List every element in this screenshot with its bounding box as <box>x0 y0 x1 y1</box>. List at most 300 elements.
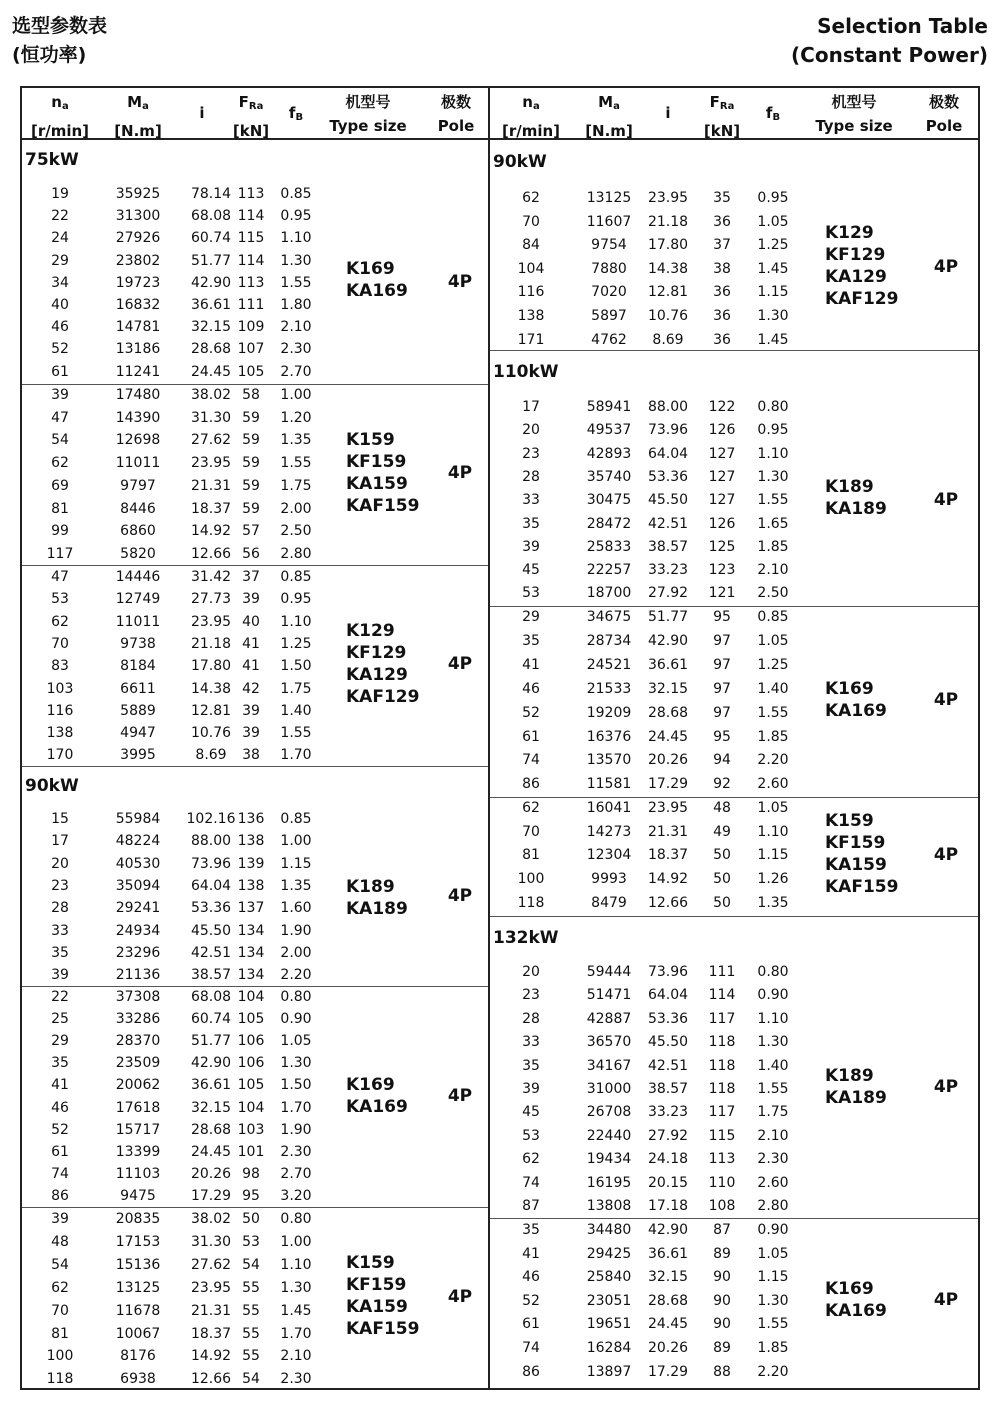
cell-ma: 16284 <box>586 1340 632 1356</box>
cell-i: 32.15 <box>190 319 232 336</box>
cell-ma: 40530 <box>115 855 161 872</box>
cell-fra: 95 <box>713 728 731 745</box>
cell-i: 38.57 <box>190 967 232 984</box>
header-type-size-unit: Type size <box>815 117 893 135</box>
cell-fra: 36 <box>713 331 731 348</box>
type-size-block <box>825 476 887 520</box>
type-size: KA159 <box>825 855 887 875</box>
cell-i: 53.36 <box>647 468 689 485</box>
header-type-size <box>798 88 910 140</box>
cell-ma: 28370 <box>115 1033 161 1050</box>
cell-ma: 58941 <box>586 399 632 415</box>
cell-ma: 16832 <box>115 297 161 313</box>
cell-na: 70 <box>522 213 540 230</box>
header-type-size-label: 机型号 <box>345 93 391 111</box>
cell-fb: 2.00 <box>280 944 312 961</box>
header-fb-symbol <box>289 104 303 122</box>
cell-fra: 121 <box>708 585 736 602</box>
cell-ma: 42893 <box>586 445 632 462</box>
cell-fra: 137 <box>237 900 265 917</box>
cell-fra: 117 <box>708 1010 736 1027</box>
cell-ma: 11011 <box>115 455 161 472</box>
cell-fra: 92 <box>713 776 731 793</box>
header-i <box>638 88 698 138</box>
cell-i: 21.31 <box>190 477 232 494</box>
pole-count: 4P <box>447 1086 473 1106</box>
cell-i: 14.92 <box>190 523 232 540</box>
cell-fb: 2.30 <box>757 1151 789 1168</box>
type-size-block <box>346 1074 408 1118</box>
cell-i: 17.29 <box>647 1363 689 1380</box>
cell-ma: 19209 <box>586 704 632 721</box>
cell-ma: 21136 <box>115 967 161 984</box>
header-fb-symbol <box>766 104 780 122</box>
header-fb-subscript: B <box>772 112 781 123</box>
type-size: KA129 <box>825 267 887 287</box>
cell-i: 51.77 <box>647 609 689 625</box>
cell-fra: 97 <box>713 704 731 721</box>
cell-i: 23.95 <box>647 190 689 206</box>
cell-fb: 1.00 <box>280 1233 312 1250</box>
cell-fra: 118 <box>708 1057 736 1074</box>
cell-fra: 106 <box>237 1055 265 1072</box>
cell-i: 17.80 <box>647 237 689 254</box>
cell-fb: 1.20 <box>280 409 312 426</box>
group-separator <box>490 916 978 917</box>
cell-na: 39 <box>51 387 69 403</box>
cell-fb: 0.95 <box>757 190 789 206</box>
cell-na: 24 <box>51 230 69 247</box>
cell-fra: 101 <box>237 1143 265 1160</box>
cell-i: 12.81 <box>190 702 232 719</box>
cell-i: 24.45 <box>647 728 689 745</box>
type-size: KF129 <box>346 643 407 663</box>
cell-fra: 103 <box>237 1121 265 1138</box>
cell-i: 68.08 <box>190 208 232 225</box>
cell-ma: 23802 <box>115 252 161 269</box>
cell-fra: 134 <box>237 922 265 939</box>
type-size: KA189 <box>825 499 887 519</box>
type-size: K189 <box>825 1066 874 1086</box>
cell-fb: 1.10 <box>757 445 789 462</box>
cell-i: 88.00 <box>647 399 689 415</box>
cell-ma: 49537 <box>586 422 632 439</box>
cell-na: 87 <box>522 1198 540 1214</box>
cell-ma: 12698 <box>115 432 161 449</box>
header-ma-label: M <box>598 93 614 111</box>
cell-na: 23 <box>51 877 69 894</box>
group-separator <box>22 766 488 767</box>
cell-fb: 0.95 <box>280 208 312 225</box>
cell-fra: 125 <box>708 538 736 555</box>
cell-fb: 2.30 <box>280 1371 312 1388</box>
column-header-row <box>490 88 978 140</box>
cell-fra: 90 <box>713 1269 731 1286</box>
cell-na: 48 <box>51 1233 69 1250</box>
cell-fra: 54 <box>242 1371 260 1388</box>
cell-fb: 2.70 <box>280 1165 312 1182</box>
cell-ma: 14446 <box>115 569 161 585</box>
type-size: KF159 <box>346 452 407 472</box>
cell-ma: 14390 <box>115 409 161 426</box>
cell-na: 52 <box>522 1292 540 1309</box>
cell-fb: 1.10 <box>757 1010 789 1027</box>
cell-na: 39 <box>522 1081 540 1097</box>
cell-i: 8.69 <box>195 747 227 764</box>
cell-fra: 55 <box>242 1302 260 1319</box>
cell-fra: 126 <box>708 515 736 532</box>
header-na <box>24 88 96 140</box>
cell-na: 86 <box>522 776 540 793</box>
cell-na: 33 <box>522 1034 540 1051</box>
cell-ma: 30475 <box>586 492 632 509</box>
cell-fb: 1.55 <box>757 1081 789 1097</box>
cell-na: 20 <box>522 422 540 439</box>
header-fb <box>274 88 318 138</box>
cell-ma: 34675 <box>586 609 632 625</box>
cell-fb: 1.85 <box>757 538 789 555</box>
cell-fra: 36 <box>713 284 731 301</box>
header-pole-label: 极数 <box>440 93 471 111</box>
cell-fb: 1.05 <box>757 213 789 230</box>
cell-ma: 13399 <box>115 1143 161 1160</box>
type-size-block <box>825 1278 887 1322</box>
cell-i: 42.90 <box>190 274 232 291</box>
cell-fb: 2.50 <box>280 523 312 540</box>
cell-fb: 1.90 <box>280 1121 312 1138</box>
cell-fra: 122 <box>708 399 736 415</box>
cell-fra: 114 <box>237 208 265 225</box>
cell-fra: 57 <box>242 523 260 540</box>
cell-fra: 39 <box>242 591 260 608</box>
cell-na: 74 <box>51 1165 69 1182</box>
cell-ma: 8184 <box>120 658 156 675</box>
header-type-size <box>322 88 414 140</box>
cell-fra: 59 <box>242 432 260 449</box>
cell-i: 24.45 <box>190 1143 232 1160</box>
cell-na: 17 <box>522 399 540 415</box>
type-size: KA169 <box>346 1097 408 1117</box>
cell-fra: 95 <box>242 1187 260 1204</box>
cell-fra: 109 <box>237 319 265 336</box>
cell-fra: 126 <box>708 422 736 439</box>
cell-i: 14.38 <box>647 260 689 277</box>
cell-na: 70 <box>522 823 540 840</box>
cell-fra: 55 <box>242 1279 260 1296</box>
cell-fb: 1.60 <box>280 900 312 917</box>
cell-i: 32.15 <box>647 1269 689 1286</box>
cell-ma: 51471 <box>586 987 632 1004</box>
cell-ma: 13808 <box>586 1198 632 1214</box>
cell-fra: 134 <box>237 967 265 984</box>
cell-ma: 11678 <box>115 1302 161 1319</box>
cell-ma: 9475 <box>120 1187 156 1204</box>
type-size: K169 <box>346 259 395 279</box>
cell-fb: 1.25 <box>757 237 789 254</box>
cell-fra: 95 <box>713 609 731 625</box>
header-pole <box>914 88 974 140</box>
header-pole-label: 极数 <box>928 93 959 111</box>
type-size: KF159 <box>346 1275 407 1295</box>
cell-fra: 50 <box>713 894 731 911</box>
cell-fb: 1.55 <box>280 725 312 742</box>
cell-i: 53.36 <box>647 1010 689 1027</box>
cell-i: 73.96 <box>647 964 689 980</box>
header-pole-unit: Pole <box>437 117 475 135</box>
cell-ma: 7880 <box>591 260 627 277</box>
cell-na: 74 <box>522 752 540 769</box>
cell-na: 61 <box>522 728 540 745</box>
cell-i: 31.42 <box>190 569 232 585</box>
header-pole-symbol <box>428 90 484 114</box>
cell-fb: 2.30 <box>280 1143 312 1160</box>
cell-na: 28 <box>51 900 69 917</box>
cell-na: 15 <box>51 811 69 827</box>
cell-ma: 31000 <box>586 1081 632 1097</box>
cell-fra: 50 <box>713 871 731 888</box>
cell-i: 42.51 <box>647 515 689 532</box>
cell-na: 28 <box>522 468 540 485</box>
cell-i: 42.51 <box>647 1057 689 1074</box>
cell-na: 22 <box>51 208 69 225</box>
cell-na: 35 <box>522 1057 540 1074</box>
cell-ma: 13125 <box>115 1279 161 1296</box>
cell-ma: 11241 <box>115 363 161 380</box>
cell-i: 68.08 <box>190 989 232 1005</box>
cell-fb: 1.30 <box>757 1292 789 1309</box>
cell-fb: 1.40 <box>757 680 789 697</box>
cell-na: 19 <box>51 186 69 202</box>
cell-fra: 54 <box>242 1256 260 1273</box>
cell-ma: 24934 <box>115 922 161 939</box>
pole-count: 4P <box>447 886 473 906</box>
cell-fra: 115 <box>708 1127 736 1144</box>
cell-i: 20.26 <box>190 1165 232 1182</box>
cell-na: 53 <box>522 585 540 602</box>
cell-fb: 2.20 <box>757 1363 789 1380</box>
cell-fra: 41 <box>242 658 260 675</box>
title-cn-block <box>12 12 107 70</box>
header-na-label: n <box>522 93 533 111</box>
cell-fra: 41 <box>242 635 260 652</box>
cell-i: 51.77 <box>190 252 232 269</box>
cell-ma: 19434 <box>586 1151 632 1168</box>
cell-ma: 55984 <box>115 811 161 827</box>
type-size: KAF129 <box>825 289 899 309</box>
cell-na: 86 <box>522 1363 540 1380</box>
cell-ma: 33286 <box>115 1011 161 1028</box>
cell-i: 8.69 <box>652 331 684 348</box>
cell-ma: 36570 <box>586 1034 632 1051</box>
cell-fra: 111 <box>708 964 736 980</box>
cell-na: 23 <box>522 445 540 462</box>
cell-fra: 36 <box>713 213 731 230</box>
cell-fb: 1.15 <box>757 1269 789 1286</box>
cell-fra: 50 <box>713 847 731 864</box>
cell-na: 116 <box>517 284 545 301</box>
cell-na: 46 <box>51 1099 69 1116</box>
cell-na: 46 <box>522 1269 540 1286</box>
type-size: KA129 <box>346 665 408 685</box>
cell-na: 104 <box>517 260 545 277</box>
cell-i: 20.26 <box>647 752 689 769</box>
cell-ma: 26708 <box>586 1104 632 1121</box>
right-panel <box>490 88 978 1388</box>
cell-ma: 11607 <box>586 213 632 230</box>
cell-ma: 10067 <box>115 1325 161 1342</box>
type-size: K159 <box>346 430 395 450</box>
type-size: K189 <box>346 877 395 897</box>
cell-na: 39 <box>522 538 540 555</box>
power-rating: 90kW <box>25 776 79 796</box>
subtitle-en: (Constant Power) <box>791 43 988 67</box>
cell-fra: 35 <box>713 190 731 206</box>
cell-na: 35 <box>522 1222 540 1238</box>
type-size-block <box>346 620 419 708</box>
cell-i: 28.68 <box>647 704 689 721</box>
cell-i: 17.18 <box>647 1198 689 1214</box>
header-fra-label: F <box>709 93 720 111</box>
cell-ma: 42887 <box>586 1010 632 1027</box>
cell-ma: 34167 <box>586 1057 632 1074</box>
cell-i: 38.57 <box>647 538 689 555</box>
cell-fra: 127 <box>708 445 736 462</box>
cell-ma: 23051 <box>586 1292 632 1309</box>
cell-i: 36.61 <box>647 656 689 673</box>
cell-ma: 5820 <box>120 545 156 562</box>
cell-na: 54 <box>51 1256 69 1273</box>
cell-fb: 1.05 <box>757 632 789 649</box>
cell-i: 24.45 <box>647 1316 689 1333</box>
cell-ma: 8446 <box>120 500 156 517</box>
cell-fra: 136 <box>237 811 265 827</box>
cell-na: 35 <box>522 632 540 649</box>
pole-count: 4P <box>933 257 959 277</box>
cell-na: 70 <box>51 1302 69 1319</box>
cell-fra: 134 <box>237 944 265 961</box>
header-na-subscript: a <box>61 101 69 112</box>
cell-na: 81 <box>51 500 69 517</box>
cell-fra: 55 <box>242 1325 260 1342</box>
cell-i: 32.15 <box>190 1099 232 1116</box>
cell-fb: 1.40 <box>757 1057 789 1074</box>
cell-fra: 39 <box>242 725 260 742</box>
cell-fb: 0.80 <box>280 989 312 1005</box>
cell-fra: 59 <box>242 409 260 426</box>
cell-fra: 56 <box>242 545 260 562</box>
cell-fb: 1.35 <box>757 894 789 911</box>
cell-fb: 1.45 <box>757 331 789 348</box>
pole-count: 4P <box>933 490 959 510</box>
title-en-block <box>791 12 988 70</box>
cell-fb: 0.85 <box>280 186 312 202</box>
cell-na: 62 <box>522 1151 540 1168</box>
cell-fb: 1.50 <box>280 1077 312 1094</box>
cell-i: 73.96 <box>647 422 689 439</box>
cell-fb: 1.55 <box>757 492 789 509</box>
cell-ma: 29425 <box>586 1245 632 1262</box>
pole-count: 4P <box>447 463 473 483</box>
header-type-size-label: 机型号 <box>831 93 877 111</box>
header-fra-symbol <box>226 90 276 119</box>
cell-i: 60.74 <box>190 230 232 247</box>
cell-fb: 1.30 <box>757 468 789 485</box>
cell-fra: 105 <box>237 363 265 380</box>
cell-fb: 1.30 <box>280 1279 312 1296</box>
cell-i: 78.14 <box>190 186 232 202</box>
cell-na: 33 <box>51 922 69 939</box>
cell-fb: 0.95 <box>280 591 312 608</box>
cell-ma: 3995 <box>120 747 156 764</box>
cell-ma: 4947 <box>120 725 156 742</box>
type-size: KA169 <box>825 701 887 721</box>
cell-fb: 1.85 <box>757 1340 789 1356</box>
cell-na: 103 <box>46 680 74 697</box>
group-separator <box>22 384 488 385</box>
header-fra-label: F <box>238 93 249 111</box>
cell-fb: 2.20 <box>280 967 312 984</box>
cell-ma: 6860 <box>120 523 156 540</box>
cell-fra: 88 <box>713 1363 731 1380</box>
cell-i: 51.77 <box>190 1033 232 1050</box>
cell-fra: 113 <box>237 186 265 202</box>
cell-na: 53 <box>522 1127 540 1144</box>
cell-fra: 117 <box>708 1104 736 1121</box>
cell-fra: 38 <box>713 260 731 277</box>
cell-i: 42.51 <box>190 944 232 961</box>
cell-ma: 22440 <box>586 1127 632 1144</box>
cell-fb: 1.25 <box>280 635 312 652</box>
cell-fb: 1.90 <box>280 922 312 939</box>
cell-ma: 5889 <box>120 702 156 719</box>
cell-i: 14.92 <box>190 1348 232 1365</box>
cell-ma: 17153 <box>115 1233 161 1250</box>
header-na-label: n <box>51 93 62 111</box>
cell-i: 45.50 <box>647 492 689 509</box>
cell-na: 74 <box>522 1340 540 1356</box>
cell-ma: 11011 <box>115 613 161 630</box>
cell-i: 45.50 <box>190 922 232 939</box>
header-fra-subscript: Ra <box>719 101 735 112</box>
cell-fb: 1.70 <box>280 747 312 764</box>
cell-na: 70 <box>51 635 69 652</box>
cell-i: 23.95 <box>190 455 232 472</box>
cell-i: 27.92 <box>647 1127 689 1144</box>
cell-ma: 22257 <box>586 562 632 579</box>
cell-fra: 39 <box>242 702 260 719</box>
cell-na: 86 <box>51 1187 69 1204</box>
cell-fb: 1.10 <box>280 230 312 247</box>
cell-fb: 2.30 <box>280 341 312 358</box>
cell-fb: 1.55 <box>280 274 312 291</box>
cell-ma: 28472 <box>586 515 632 532</box>
cell-i: 64.04 <box>647 987 689 1004</box>
cell-i: 33.23 <box>647 562 689 579</box>
cell-i: 18.37 <box>647 847 689 864</box>
cell-fra: 105 <box>237 1077 265 1094</box>
cell-na: 84 <box>522 237 540 254</box>
cell-i: 17.80 <box>190 658 232 675</box>
cell-i: 42.90 <box>190 1055 232 1072</box>
cell-fb: 1.05 <box>757 1245 789 1262</box>
cell-fb: 2.60 <box>757 776 789 793</box>
cell-i: 24.18 <box>647 1151 689 1168</box>
cell-na: 20 <box>522 964 540 980</box>
cell-i: 23.95 <box>190 1279 232 1296</box>
cell-fra: 118 <box>708 1081 736 1097</box>
cell-fra: 113 <box>237 274 265 291</box>
cell-fra: 108 <box>708 1198 736 1214</box>
